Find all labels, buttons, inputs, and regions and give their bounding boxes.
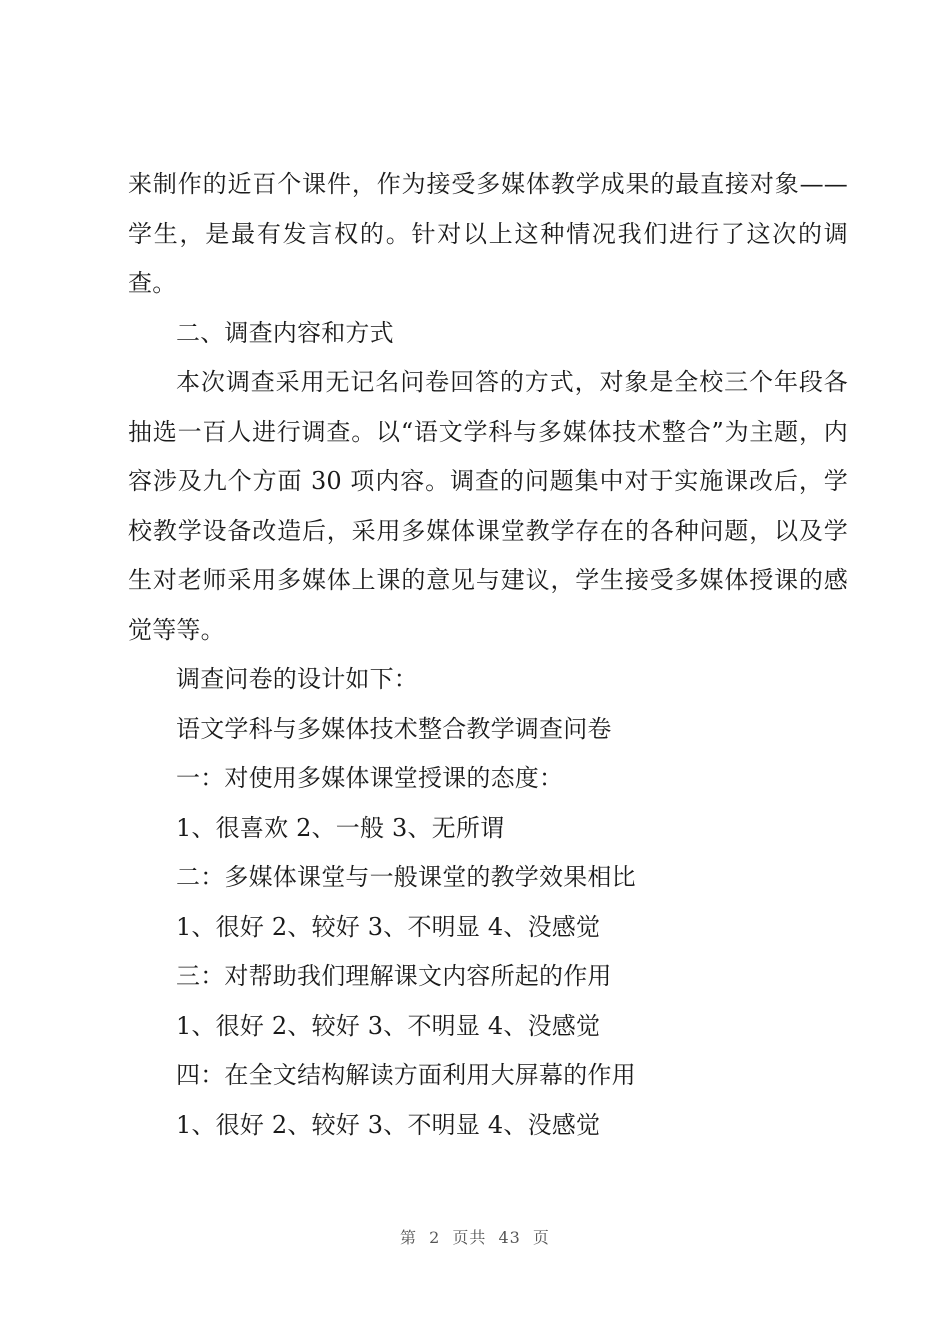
question-4: 四：在全文结构解读方面利用大屏幕的作用	[176, 1061, 636, 1089]
question-1: 一：对使用多媒体课堂授课的态度：	[176, 764, 564, 792]
question-2: 二：多媒体课堂与一般课堂的教学效果相比	[176, 863, 636, 891]
paragraph-questionnaire-intro: 调查问卷的设计如下：	[176, 665, 418, 693]
page-number-footer: 第 2 页共 43 页	[400, 1228, 550, 1247]
question-1-options: 1、很喜欢 2、一般 3、无所谓	[176, 813, 505, 842]
question-4-options: 1、很好 2、较好 3、不明显 4、没感觉	[176, 1110, 601, 1139]
section-heading-survey-content: 二、调查内容和方式	[176, 318, 394, 347]
question-3: 三：对帮助我们理解课文内容所起的作用	[176, 962, 612, 990]
question-3-options: 1、很好 2、较好 3、不明显 4、没感觉	[176, 1011, 601, 1040]
paragraph-intro-continuation: 来制作的近百个课件，作为接受多媒体教学成果的最直接对象——学生，是最有发言权的。针对以上这种情况我们进行了这次的调查。	[128, 170, 848, 297]
question-2-options: 1、很好 2、较好 3、不明显 4、没感觉	[176, 912, 601, 941]
questionnaire-title: 语文学科与多媒体技术整合教学调查问卷	[176, 714, 612, 743]
paragraph-survey-method: 本次调查采用无记名问卷回答的方式，对象是全校三个年段各抽选一百人进行调查。以“语文学科与多媒体技术整合”为主题，内容涉及九个方面 30 项内容。调查的问题集中对于实施课改后，学校教学设备改造后，采用多媒体课堂教学存在的各种问题，以及学生对老师采用多媒体上课的意见与建议，学生接受多媒体授课的感觉等等。	[128, 368, 848, 644]
document-body	[128, 160, 848, 1150]
